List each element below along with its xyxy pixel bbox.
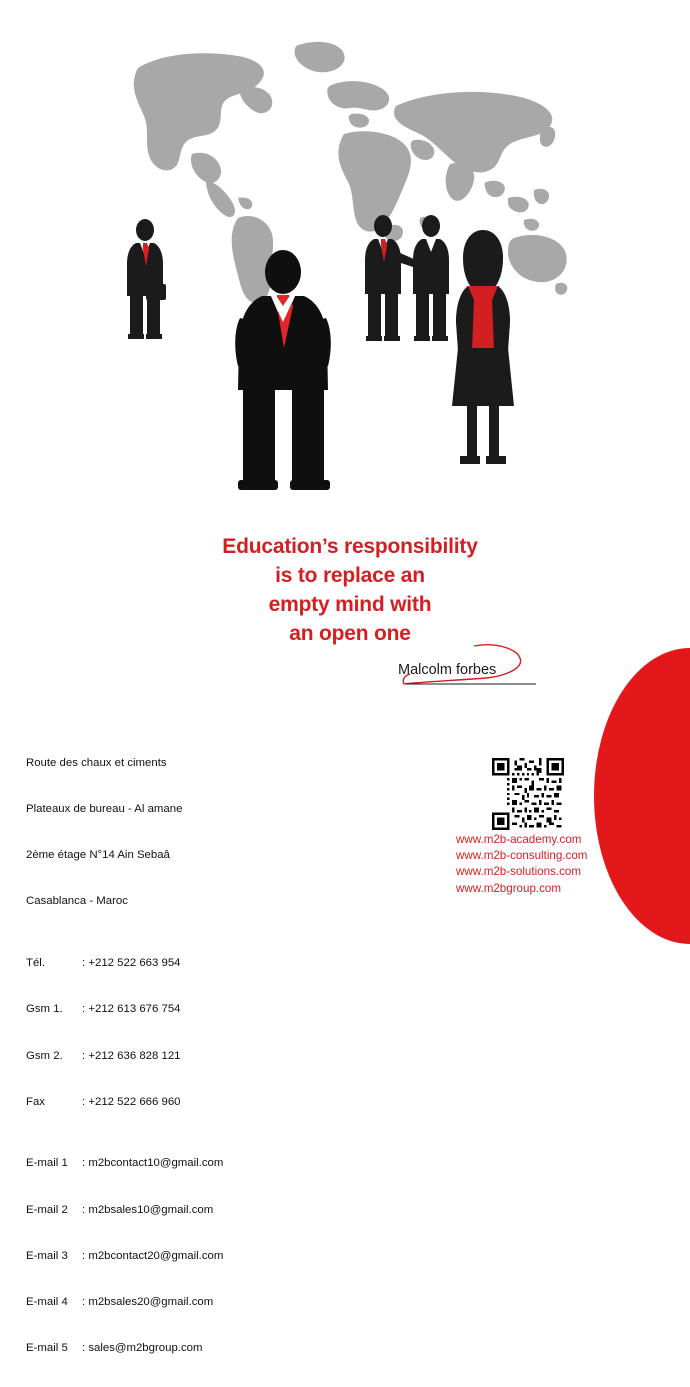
email-value: : m2bcontact10@gmail.com	[82, 1157, 224, 1170]
phone-row	[26, 1002, 223, 1017]
phone-value: : +212 613 676 754	[82, 1003, 181, 1016]
phone-label: Gsm 2.	[26, 1049, 63, 1062]
phone-value: : +212 636 828 121	[82, 1049, 181, 1062]
email-label: E-mail 2	[26, 1203, 68, 1216]
phone-label: Gsm 1.	[26, 1003, 63, 1016]
businessman-main-silhouette	[235, 250, 331, 490]
link-m2b-solutions[interactable]: www.m2b-solutions.com	[456, 865, 581, 879]
phone-row	[26, 1049, 223, 1064]
email-row	[26, 1295, 223, 1310]
address-line: Plateaux de bureau - Al amane	[26, 803, 183, 816]
address-line: Route des chaux et ciments	[26, 756, 167, 769]
businessman-with-briefcase-silhouette	[127, 219, 166, 339]
phone-value: : +212 522 663 954	[82, 957, 181, 970]
email-row	[26, 1341, 223, 1356]
email-label: E-mail 1	[26, 1157, 68, 1170]
email-value: : sales@m2bgroup.com	[82, 1342, 203, 1355]
email-value: : m2bsales10@gmail.com	[82, 1203, 214, 1216]
email-row	[26, 1156, 223, 1171]
email-value: : m2bsales20@gmail.com	[82, 1296, 214, 1309]
phone-label: Fax	[26, 1095, 45, 1108]
link-m2b-consulting[interactable]: www.m2b-consulting.com	[456, 849, 588, 863]
quote-line-2: is to replace an	[275, 564, 425, 587]
link-m2b-academy[interactable]: www.m2b-academy.com	[456, 833, 582, 846]
email-label: E-mail 4	[26, 1296, 68, 1309]
qr-code-icon[interactable]	[492, 758, 564, 830]
quote-line-1: Education’s responsibility	[222, 535, 478, 558]
silhouette-group	[0, 200, 690, 520]
phone-value: : +212 522 666 960	[82, 1095, 181, 1108]
website-links	[456, 832, 587, 897]
quote-line-4: an open one	[289, 622, 411, 645]
link-m2bgroup[interactable]: www.m2bgroup.com	[456, 881, 562, 895]
businesswoman-silhouette	[452, 230, 514, 464]
red-arc-decoration	[594, 648, 690, 944]
quote-line-3: empty mind with	[268, 593, 432, 616]
phone-row	[26, 956, 223, 971]
quote-text	[150, 532, 550, 648]
email-row	[26, 1203, 223, 1218]
contact-block	[26, 725, 223, 1387]
email-row	[26, 1249, 223, 1264]
address-line: Casablanca - Maroc	[26, 895, 128, 908]
quote-author: Malcolm forbes	[398, 662, 497, 678]
email-value: : m2bcontact20@gmail.com	[82, 1249, 224, 1262]
phone-label: Tél.	[26, 957, 45, 970]
address-line: 2ème étage N°14 Ain Sebaâ	[26, 849, 170, 862]
phone-row	[26, 1095, 223, 1110]
handshake-pair-silhouette	[365, 215, 449, 341]
email-label: E-mail 3	[26, 1249, 68, 1262]
email-label: E-mail 5	[26, 1342, 68, 1355]
